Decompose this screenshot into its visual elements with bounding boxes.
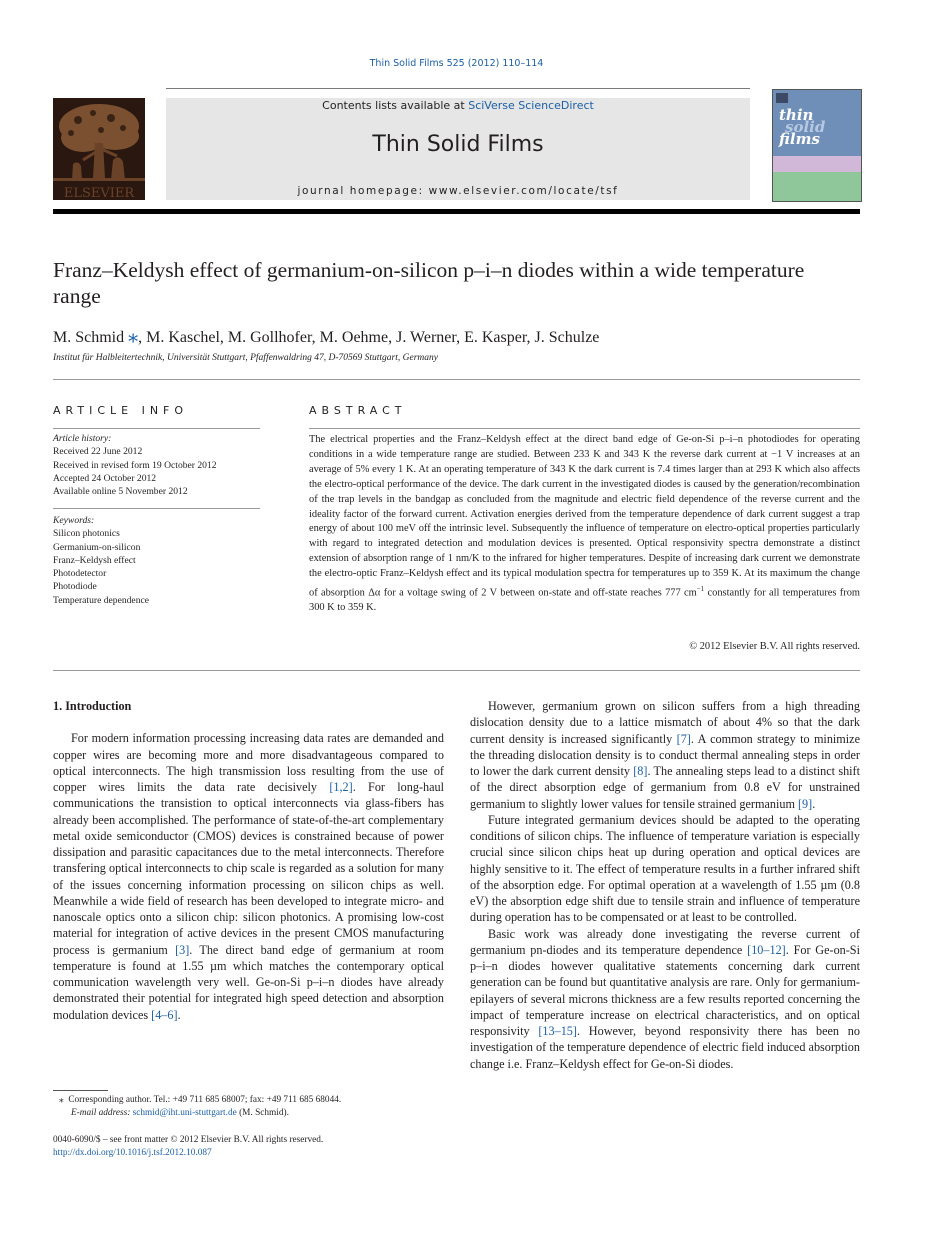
keyword: Silicon photonics — [53, 528, 120, 540]
left-column — [53, 698, 444, 1023]
history-received: Received 22 June 2012 — [53, 446, 143, 458]
journal-reference[interactable]: Thin Solid Films 525 (2012) 110–114 — [369, 58, 544, 69]
author-list — [53, 323, 860, 348]
footnote-mark: ⁎ — [59, 1095, 64, 1105]
citation-4-6[interactable]: [4–6] — [151, 1007, 178, 1022]
intro-paragraph-3: Future integrated germanium devices should be adapted to the operating conditions of silicon chips. The influence of temperature variation is especially crucial since silicon chips heat up during operation and optical devices are highly sensitive to it. The effect of temperature results in a further infrared shift of the absorption edge. For optimal operation at a wavelength of 1.55 µm (0.8 eV) the absorption edge shift due to tensile strain and influence of temperature during operation has to be compensated or at least to be controlled. — [470, 812, 860, 925]
contents-line — [166, 99, 750, 112]
journal-cover — [772, 89, 862, 202]
article-history — [53, 432, 260, 498]
history-revised: Received in revised form 19 October 2012 — [53, 459, 217, 471]
keyword: Photodiode — [53, 581, 97, 593]
keyword: Temperature dependence — [53, 594, 150, 606]
footnote — [53, 1094, 444, 1120]
intro-paragraph-1: For modern information processing increasing data rates are demanded and copper wires are becoming more and more disadvantageous compared to optical interconnects. The high transmission loss resulting from the use of copper wires limits the data rate decisively [1,2]. For long-haul communications the transistion to optical interconnects via glass-fibers has already been accomplished. The performance of state-of-the-art complementary metal oxide semiconductor (CMOS) devices is constrained because of power dissipation and parasitic capacitances due to the metal interconnects. Therefore transfering optical interconnects to chip scale is regarded as a solution for many of the issues concerning information processing on silicon chips as well. Meanwhile a wide field of research has been developed to integrate micro- and nanoscale optics onto a silicon chip: silicon photonics. A promising low-cost material for integration of active devices in the present CMOS manufacturing process is germanium [3]. The direct band edge of germanium at room temperature is found at 1.55 µm which matches the contemporary optical communication wavelength very well. Ge-on-Si p–i–n diodes have already demonstrated their potential for integrated high speed detection and absorption modulation devices [4–6]. — [53, 731, 445, 1022]
issn-line: 0040-6090/$ – see front matter © 2012 Elsevier B.V. All rights reserved. — [53, 1135, 324, 1145]
journal-homepage[interactable]: journal homepage: www.elsevier.com/locate/tsf — [297, 185, 619, 197]
article-info-rule — [53, 428, 260, 429]
citation-9[interactable]: [9] — [797, 796, 813, 811]
masthead-thick-rule — [53, 209, 860, 214]
affiliation: Institut für Halbleitertechnik, Universität Stuttgart, Pfaffenwaldring 47, D-70569 Stuttgart, Germany — [53, 353, 438, 363]
first-author: M. Schmid — [53, 329, 125, 346]
sciencedirect-link[interactable]: SciVerse ScienceDirect — [468, 99, 594, 112]
cover-word-solid: solid — [785, 118, 826, 136]
email-suffix: (M. Schmid). — [236, 1108, 289, 1118]
citation-8[interactable]: [8] — [633, 764, 648, 778]
contents-prefix: Contents lists available at — [322, 99, 469, 112]
citation-7[interactable]: [7] — [676, 731, 691, 746]
keyword: Photodetector — [53, 568, 107, 580]
keyword: Germanium-on-silicon — [53, 541, 141, 553]
citation-3[interactable]: [3] — [175, 942, 190, 957]
section-heading-introduction: 1. Introduction — [53, 699, 132, 713]
history-online: Available online 5 November 2012 — [53, 486, 188, 498]
cover-word-thin: thin — [779, 106, 814, 124]
article-history-label: Article history: — [53, 433, 112, 444]
abstract-end: constantly for all temperatures from 300 K to 359 K. — [309, 587, 860, 614]
elsevier-logo-text: ELSEVIER — [63, 186, 135, 200]
right-column — [470, 698, 860, 1072]
corresponding-author-mark[interactable]: ⁎ — [128, 325, 139, 347]
citation-13-15[interactable]: [13–15] — [538, 1024, 577, 1038]
abstract-rule — [309, 428, 860, 429]
front-matter — [53, 1134, 444, 1160]
title-separator — [53, 379, 860, 380]
abstract-copyright: © 2012 Elsevier B.V. All rights reserved. — [689, 641, 860, 652]
email-label: E-mail address: — [71, 1108, 133, 1118]
email-link[interactable]: schmid@iht.uni-stuttgart.de — [132, 1108, 237, 1118]
keywords-label: Keywords: — [53, 515, 95, 526]
intro-paragraph-2: However, germanium grown on silicon suffers from a high threading dislocation density due to a lattice mismatch of about 4% so that the dark current density is increased significantly [7]. A common strategy to minimize the threading dislocation density is to conduct thermal annealing steps in order to lower the dark current density [8]. The annealing steps lead to a distinct shift of the direct absorption edge of germanium from 0.8 eV for unstrained germanium to slightly lower values for tensile strained germanium [9]. — [470, 699, 860, 811]
abstract-text — [309, 433, 860, 616]
article-info-heading: ARTICLE INFO — [53, 404, 189, 417]
citation-10-12[interactable]: [10–12] — [747, 942, 786, 957]
footnote-rule — [53, 1090, 108, 1091]
keyword: Franz–Keldysh effect — [53, 554, 136, 566]
article-title: Franz–Keldysh effect of germanium-on-silicon p–i–n diodes within a wide temperature range — [53, 258, 805, 308]
keywords — [53, 514, 260, 607]
abstract-body: The electrical properties and the Franz–Keldysh effect at the direct band edge of Ge-on-Si p–i–n photodiodes for operating conditions in a wide temperature range are studied. Between 233 K and 343 K the reverse dark current at −1 V increases at an average of 5% every 1 K. At an operating temperature of 343 K the dark current is 7.4 times larger than at 293 K which also affects the electro-optical performance of the device. The dark current in the investigated diodes is caused by the generation/recombination of the trap levels in the bandgap as concluded from the magnitude and electric field dependence of the reverse current and the ideality factor of the forward current. Activation energies derived from the temperature dependence of dark current suggest a trap energy of about 100 meV off the intrinsic level. Subsequently the influence of temperature on electro-optical properties particularly with regard to integrated detection and modulation devices is presented. Optical responsivity spectra demonstrate a distinct extension of absorption range of 1 nm/K to the infrared for higher temperatures. Despite of increasing dark current we demonstrate the electro-optic Franz–Keldysh effect and its typical modulation spectra for temperatures up to 359 K. At its maximum the change of absorption Δα for a voltage swing of 2 V between on-state and off-state reaches 777 cm — [309, 434, 860, 599]
abstract-separator — [53, 670, 860, 671]
elsevier-logo — [53, 98, 145, 200]
abstract-heading: ABSTRACT — [309, 404, 407, 417]
history-accepted: Accepted 24 October 2012 — [53, 472, 157, 484]
cover-word-films: films — [779, 130, 820, 148]
header-rule — [166, 88, 750, 89]
keywords-rule — [53, 508, 260, 509]
other-authors: , M. Kaschel, M. Gollhofer, M. Oehme, J. Werner, E. Kasper, J. Schulze — [138, 329, 600, 346]
abstract-superscript: −1 — [696, 585, 705, 594]
intro-paragraph-4: Basic work was already done investigating the reverse current of germanium pn-diodes and its temperature dependence [10–12]. For Ge-on-Si p–i–n diodes however qualitative statements concerning dark current generation can be found but quantitative analysis are rare. Only for germanium-epilayers of several microns thickness are a few results reported concerning the impact of temperature increase on electrical characteristics, and on optical responsivity [13–15]. However, beyond responsivity there has been no investigation of the temperature dependence of electric field induced absorption change i.e. Franz–Keldysh effect for Ge-on-Si diodes. — [470, 926, 860, 1071]
citation-1-2[interactable]: [1,2] — [329, 780, 353, 794]
journal-masthead — [166, 98, 750, 200]
journal-title: Thin Solid Films — [372, 132, 544, 157]
footnote-contact: Corresponding author. Tel.: +49 711 685 68007; fax: +49 711 685 68044. — [68, 1095, 342, 1105]
doi-link[interactable]: http://dx.doi.org/10.1016/j.tsf.2012.10.087 — [53, 1148, 212, 1158]
